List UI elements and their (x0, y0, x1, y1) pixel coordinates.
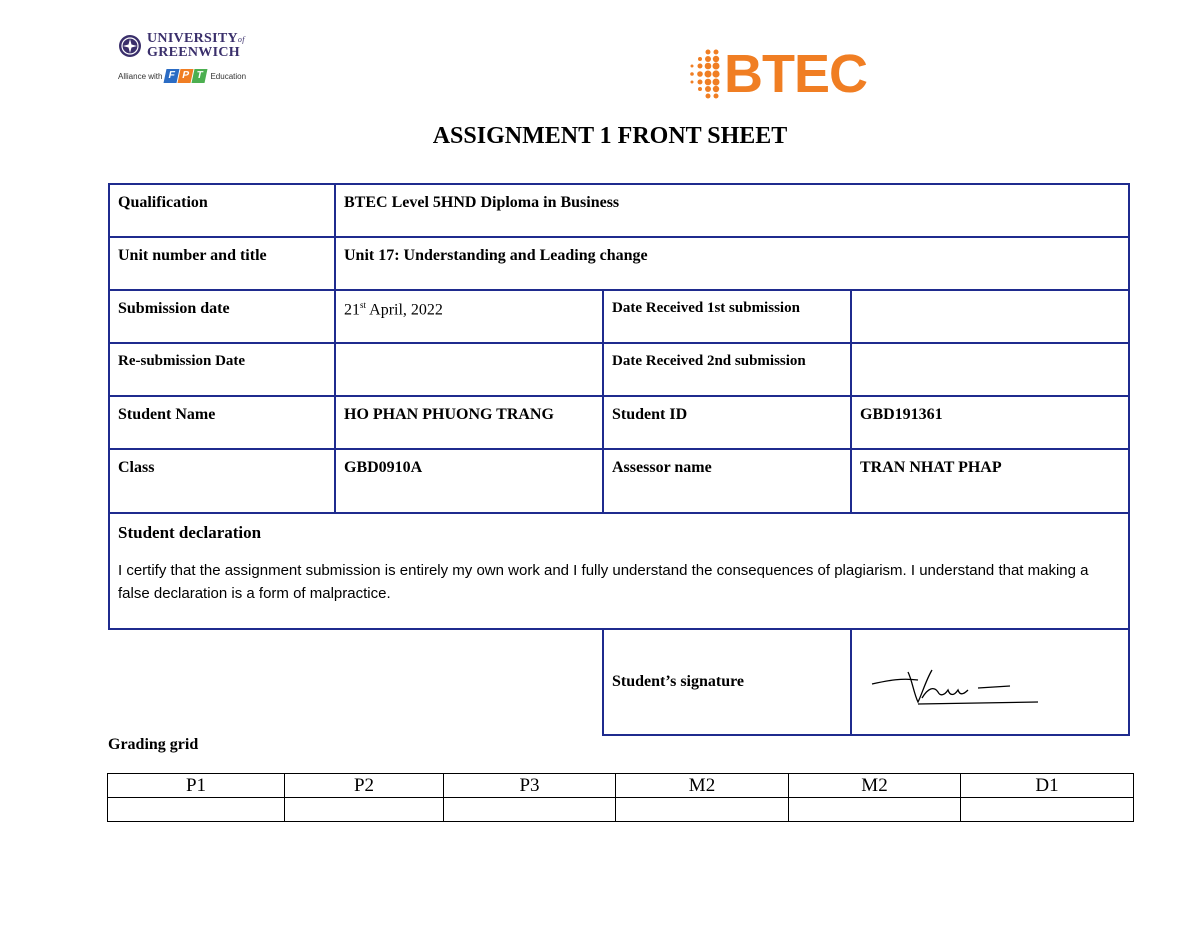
btec-dots-icon (686, 48, 724, 100)
date-received-1-value (851, 290, 1129, 343)
signature-label: Student’s signature (603, 629, 851, 735)
assessor-value: TRAN NHAT PHAP (851, 449, 1129, 513)
unit-value: Unit 17: Understanding and Leading change (335, 237, 1129, 290)
grade-header-m2: M2 (616, 774, 789, 798)
declaration-row (109, 513, 1129, 629)
date-received-2-value (851, 343, 1129, 396)
resubmission-value (335, 343, 603, 396)
signature-spacer (109, 629, 603, 735)
resubmission-label: Re-submission Date (109, 343, 335, 396)
grade-header-p1: P1 (108, 774, 285, 798)
grade-header-p2: P2 (285, 774, 444, 798)
grading-grid-title: Grading grid (108, 736, 199, 753)
date-received-1-label: Date Received 1st submission (603, 290, 851, 343)
btec-wordmark: BTEC (724, 44, 867, 104)
declaration-title: Student declaration (118, 523, 262, 542)
grading-header-row (108, 774, 1134, 798)
student-id-value: GBD191361 (851, 396, 1129, 449)
grading-value-row (108, 798, 1134, 822)
declaration-text: I certify that the assignment submission is entirely my own work and I fully understand the consequences of plagiarism. I understand that making a false declaration is a form of malpractice. (118, 562, 1089, 602)
grade-value-p1 (108, 798, 285, 822)
grade-value-p3 (444, 798, 616, 822)
unit-label: Unit number and title (109, 237, 335, 290)
class-label: Class (109, 449, 335, 513)
submission-date-label: Submission date (109, 290, 335, 343)
student-name-value: HO PHAN PHUONG TRANG (335, 396, 603, 449)
date-received-2-label: Date Received 2nd submission (603, 343, 851, 396)
qualification-row (109, 184, 1129, 237)
university-name: UNIVERSITYof GREENWICH (147, 31, 245, 60)
grade-header-m2-second: M2 (789, 774, 961, 798)
unit-row (109, 237, 1129, 290)
student-signature (860, 650, 1040, 710)
submission-date-value: 21st April, 2022 (335, 290, 603, 343)
university-seal-icon (118, 34, 142, 58)
front-sheet-table (108, 183, 1130, 736)
university-of-greenwich-logo (118, 32, 258, 98)
signature-cell (851, 629, 1129, 735)
grade-value-m2-second (789, 798, 961, 822)
resubmission-row (109, 343, 1129, 396)
signature-row (109, 629, 1129, 735)
submission-row (109, 290, 1129, 343)
grade-value-p2 (285, 798, 444, 822)
class-row (109, 449, 1129, 513)
fpt-logo: F P T (165, 69, 207, 83)
grade-header-p3: P3 (444, 774, 616, 798)
student-row (109, 396, 1129, 449)
student-name-label: Student Name (109, 396, 335, 449)
assessor-label: Assessor name (603, 449, 851, 513)
qualification-label: Qualification (109, 184, 335, 237)
grade-value-m2 (616, 798, 789, 822)
qualification-value: BTEC Level 5HND Diploma in Business (335, 184, 1129, 237)
grade-value-d1 (961, 798, 1134, 822)
alliance-line: Alliance with F P T Education (118, 70, 247, 81)
declaration-cell (109, 513, 1129, 629)
class-value: GBD0910A (335, 449, 603, 513)
grading-grid-table (107, 773, 1134, 822)
student-id-label: Student ID (603, 396, 851, 449)
grade-header-d1: D1 (961, 774, 1134, 798)
btec-logo (686, 44, 876, 104)
page-title: ASSIGNMENT 1 FRONT SHEET (432, 123, 788, 149)
